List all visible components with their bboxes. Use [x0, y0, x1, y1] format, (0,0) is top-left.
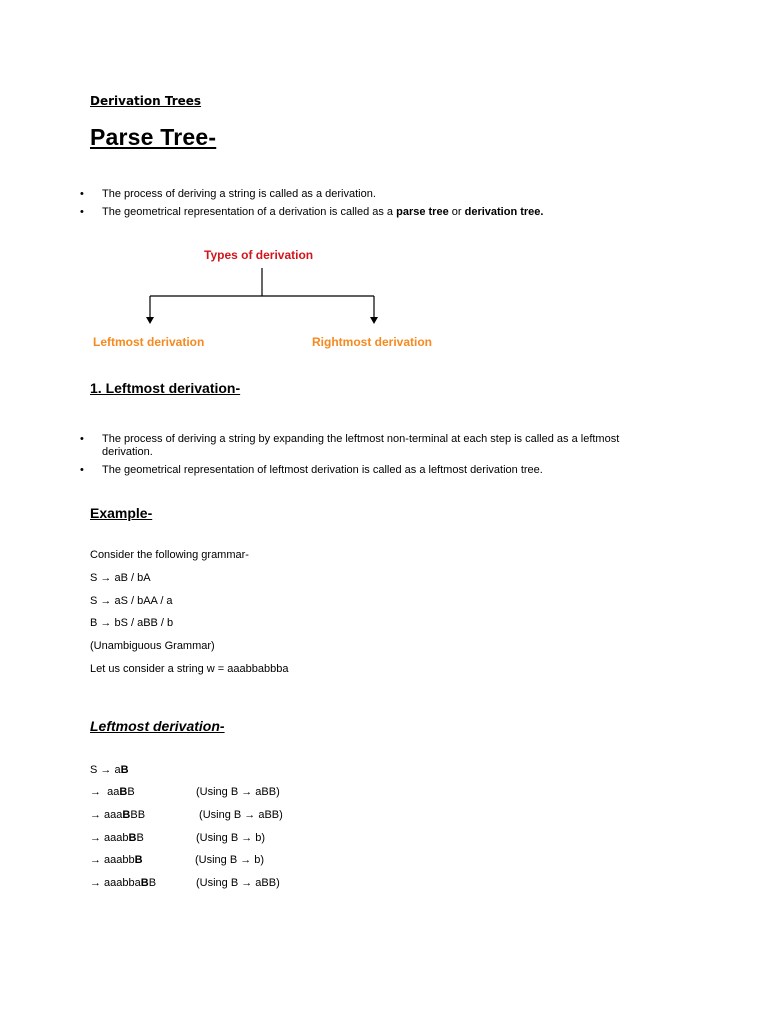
bullet-bold-term: parse tree: [396, 206, 449, 218]
list-item: • The geometrical representation of leftmost derivation is called as a leftmost derivation tree.: [80, 464, 660, 477]
arrow-down-icon: [146, 317, 154, 324]
derivation-step: → aaabbB: [90, 854, 143, 866]
derivation-rule-note: (Using B → b): [195, 854, 265, 866]
section-heading-leftmost: 1. Leftmost derivation-: [90, 380, 241, 396]
derivation-rule-note: (Using B → aBB): [196, 877, 280, 889]
diagram-connector-lines: [0, 0, 768, 360]
diagram-left-label: Leftmost derivation: [93, 335, 205, 349]
derivation-step: → aaaBBB: [90, 809, 146, 821]
derivation-rule-note: (Using B → aBB): [196, 786, 280, 798]
arrow-down-icon: [370, 317, 378, 324]
intro-bullet-list: [80, 188, 660, 224]
grammar-rule: S → aB / bA: [90, 572, 151, 584]
page-title: Parse Tree-: [90, 124, 217, 150]
derivation-step: → aaBB: [90, 786, 135, 798]
bullet-bold-term: derivation tree.: [464, 206, 544, 218]
leftmost-bullet-list: [80, 433, 660, 482]
derivation-step: S → aB: [90, 764, 129, 776]
list-item: • The process of deriving a string is called as a derivation.: [80, 188, 660, 201]
bullet-text: The geometrical representation of a derivation is called as a: [102, 206, 397, 218]
derivation-step: → aaabbaBB: [90, 877, 157, 889]
leftmost-derivation-heading: Leftmost derivation-: [90, 718, 225, 734]
derivation-step: → aaabBB: [90, 832, 144, 844]
example-line: (Unambiguous Grammar): [90, 640, 215, 652]
grammar-rule: B → bS / aBB / b: [90, 617, 174, 629]
diagram-right-label: Rightmost derivation: [312, 335, 433, 349]
example-line: Consider the following grammar-: [90, 549, 249, 561]
list-item: [80, 206, 660, 219]
grammar-rule: S → aS / bAA / a: [90, 595, 173, 607]
derivation-types-diagram: [0, 0, 768, 360]
derivation-rule-note: (Using B → b): [196, 832, 266, 844]
bullet-text: or: [448, 206, 465, 218]
derivation-rule-note: (Using B → aBB): [196, 809, 283, 821]
diagram-root-label: Types of derivation: [204, 248, 314, 262]
section-label: Derivation Trees: [90, 94, 202, 108]
example-heading: Example-: [90, 505, 153, 521]
list-item: • The process of deriving a string by expanding the leftmost non-terminal at each step is called as a leftmost derivation.: [80, 433, 660, 459]
example-line: Let us consider a string w = aaabbabbba: [90, 663, 289, 675]
